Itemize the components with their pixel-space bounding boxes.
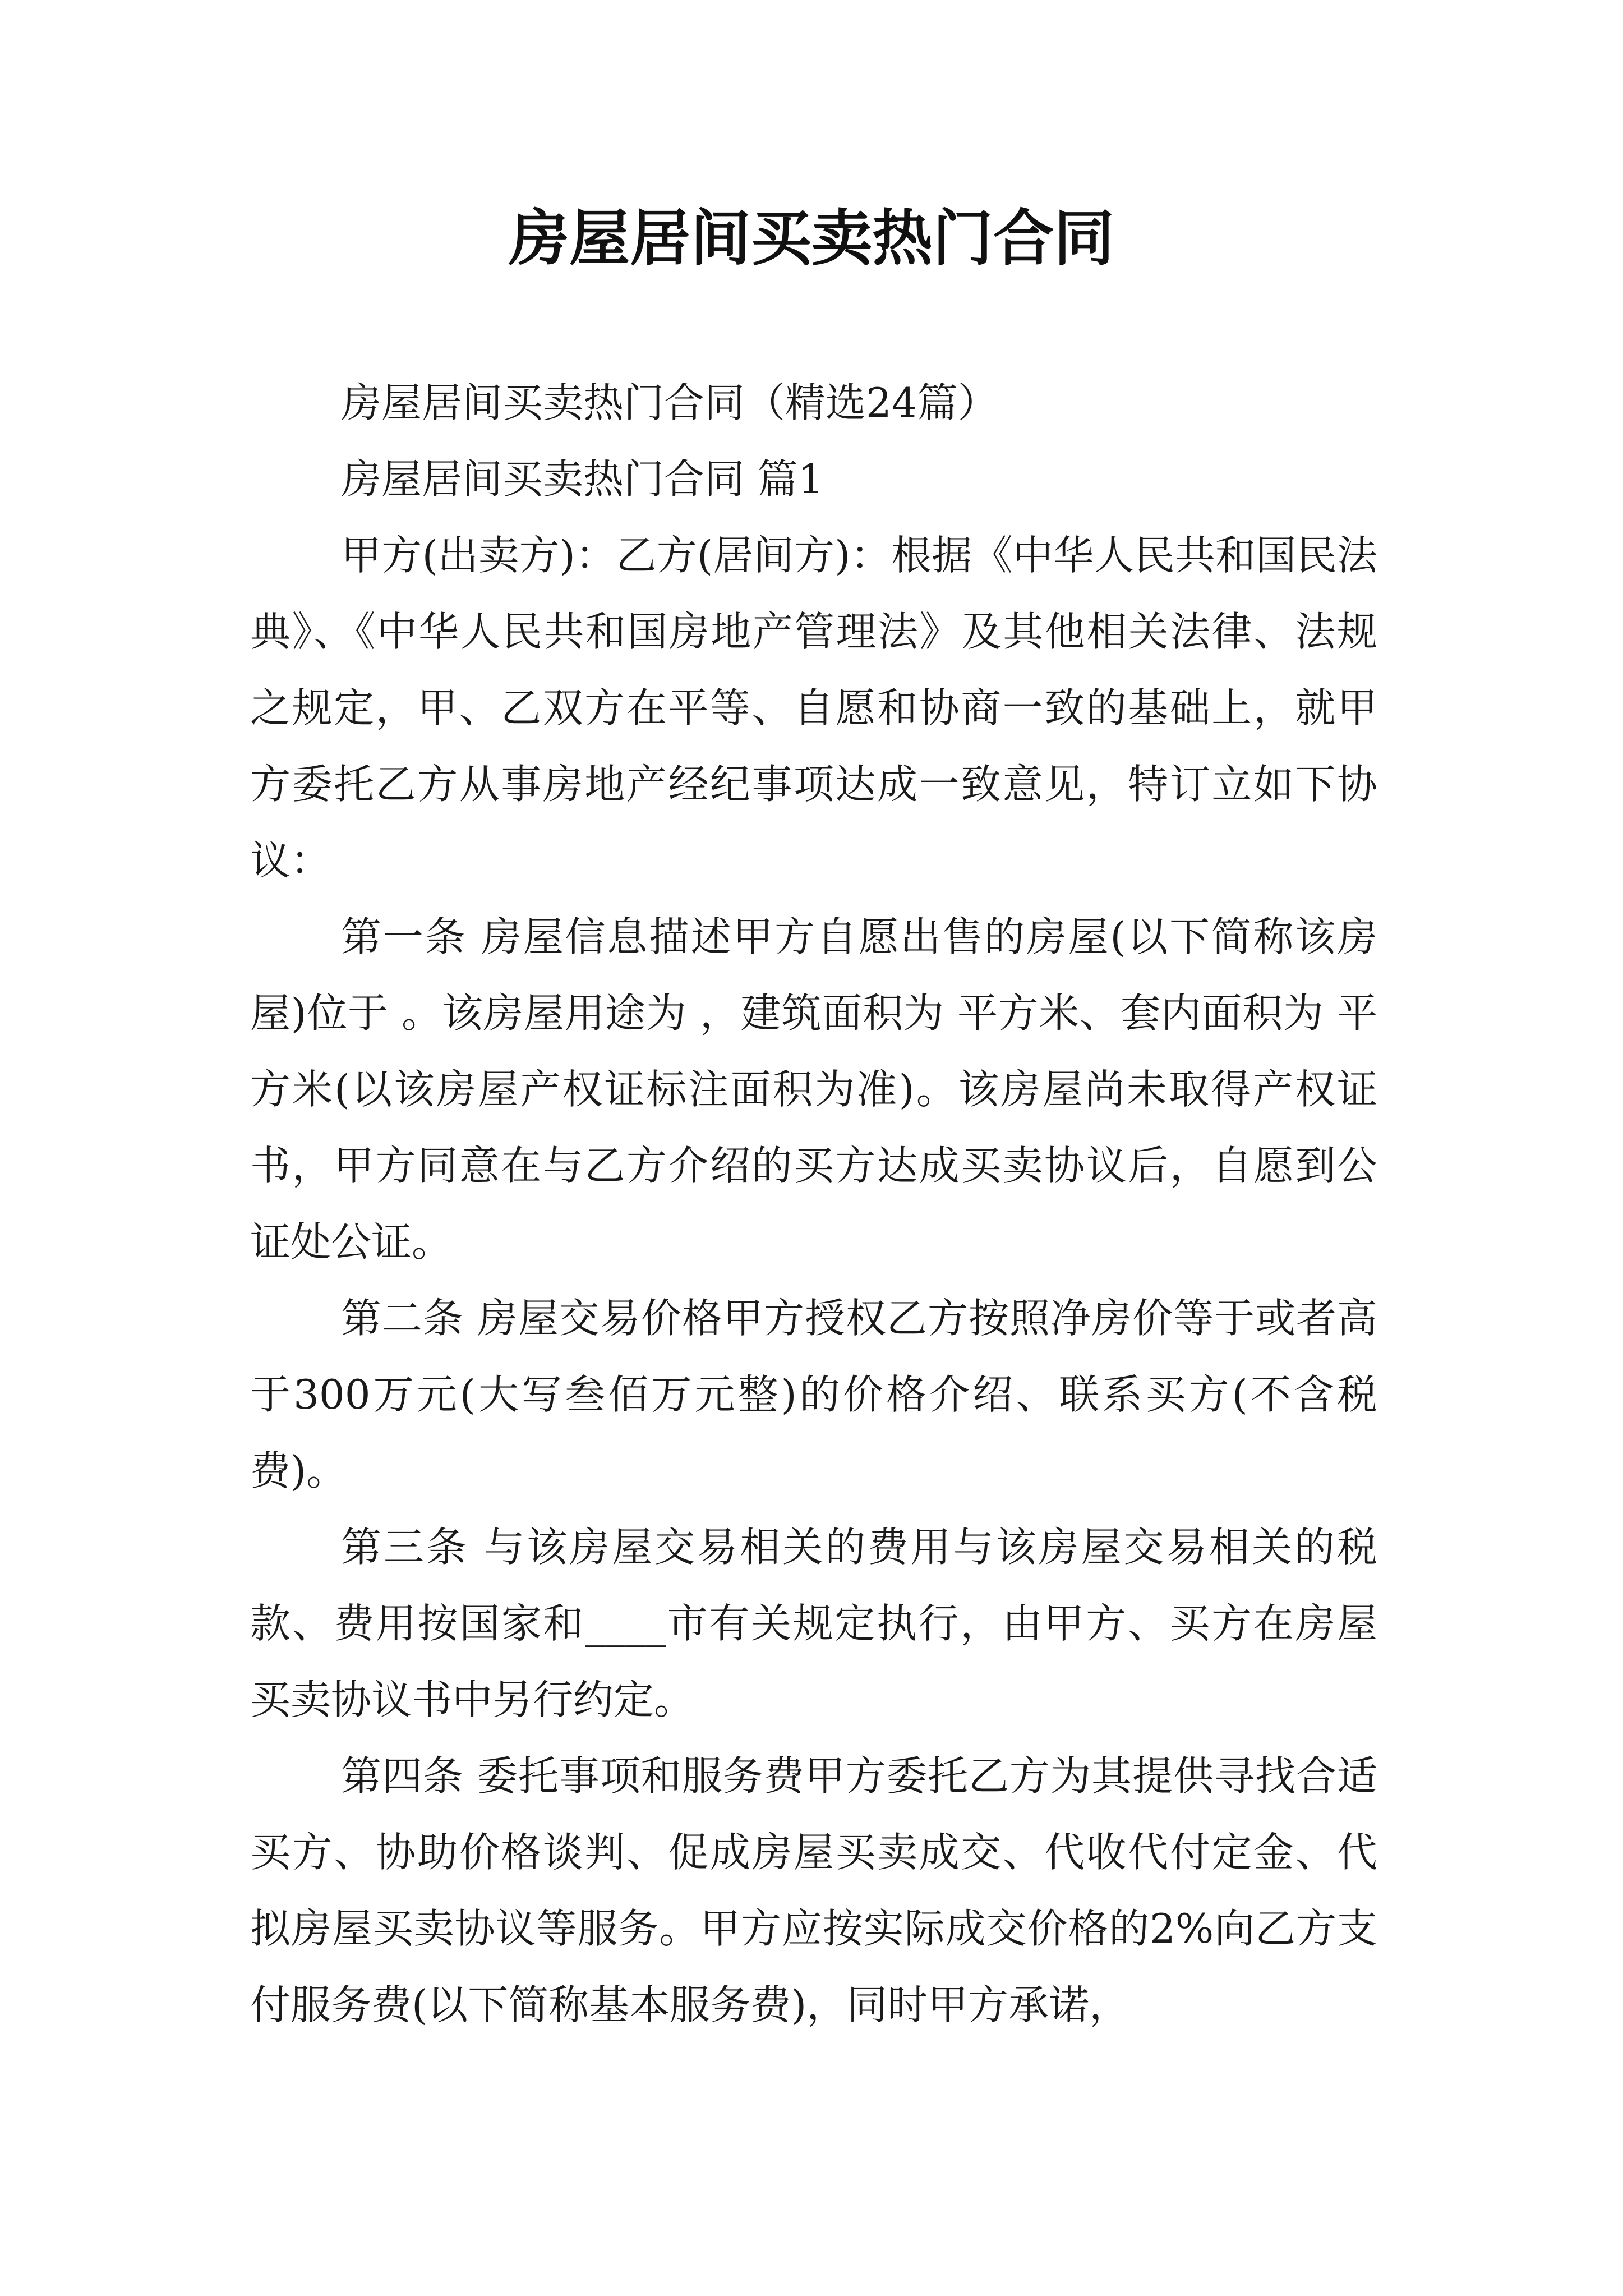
collection-subtitle: 房屋居间买卖热门合同（精选24篇）: [341, 379, 998, 426]
document-body: [250, 365, 1377, 2043]
section-heading: 房屋居间买卖热门合同 篇1: [341, 455, 824, 503]
document-title: 房屋居间买卖热门合同: [508, 203, 1114, 274]
paragraph-article-4: 第四条 委托事项和服务费甲方委托乙方为其提供寻找合适买方、协助价格谈判、促成房屋买卖成交、代收代付定金、代拟房屋买卖协议等服务。甲方应按实际成交价格的2%向乙方支付服务费(以下简称基本服务费)，同时甲方承诺，: [250, 1752, 1377, 2028]
paragraph-article-1: 第一条 房屋信息描述甲方自愿出售的房屋(以下简称该房屋)位于 。该房屋用途为 ，建筑面积为 平方米、套内面积为 平方米(以该房屋产权证标注面积为准)。该房屋尚未取得产权证书，甲方同意在与乙方介绍的买方达成买卖协议后，自愿到公证处公证。: [250, 913, 1377, 1266]
paragraph-article-2: 第二条 房屋交易价格甲方授权乙方按照净房价等于或者高于300万元(大写叁佰万元整)的价格介绍、联系买方(不含税费)。: [250, 1295, 1377, 1494]
paragraph-parties: 甲方(出卖方)：乙方(居间方)：根据《中华人民共和国民法典》、《中华人民共和国房地产管理法》及其他相关法律、法规之规定，甲、乙双方在平等、自愿和协商一致的基础上，就甲方委托乙方从事房地产经纪事项达成一致意见，特订立如下协议：: [250, 532, 1377, 884]
paragraph-article-3: 第三条 与该房屋交易相关的费用与该房屋交易相关的税款、费用按国家和____市有关规定执行，由甲方、买方在房屋买卖协议书中另行约定。: [250, 1524, 1377, 1723]
